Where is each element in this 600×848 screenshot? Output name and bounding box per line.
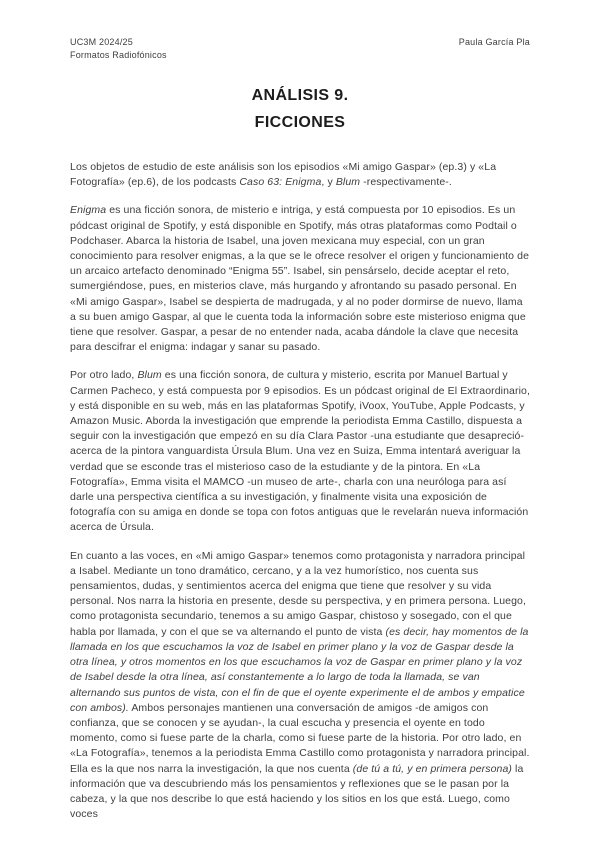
text-run: es una ficción sonora, de misterio e intriga, y está compuesta por 10 episodios. Es un pódcast original de Spotify, y está disponible en Spotify, más otras plataformas como Podtail o Podchaser. Abarca la historia de Isabel, una joven mexicana muy especial, con un gran conocimiento para resolver enigmas, a la que se le ofrece resolver el origen y funcionamiento de un arcaico artefacto denominado “Enigma 55”. Isabel, sin pensárselo, decide aceptar el reto, sumergiéndose, pues, en misterios clave, más hurgando y afrontando su pasado personal. En «Mi amigo Gaspar», Isabel se despierta de madrugada, y al no poder dormirse de nuevo, llama a su buen amigo Gaspar, al que le cuenta toda la información sobre este misterioso enigma que tiene que resolver. Gaspar, a pesar de no entender nada, acaba dándole la clave que necesita para descifrar el enigma: indagar y sanar su pasado.	[70, 204, 530, 354]
course-name: Formatos Radiofónicos	[70, 50, 167, 60]
italic-text-run: (es decir, hay momentos de la llamada en los que escuchamos la voz de Isabel en primer plano y la voz de Gaspar desde la otra línea, y otros momentos en los que escuchamos la voz de Gaspar en primer plano y la voz de Isabel desde la otra línea, así constantemente a lo largo de toda la llamada, se van alternando sus puntos de vista, con el fin de que el oyente experimente el de ambos y empatice con ambos).	[70, 625, 529, 714]
text-run: , y	[321, 176, 336, 189]
paragraph	[70, 549, 530, 823]
text-run: Los objetos de estudio de este análisis son los episodios «Mi amigo Gaspar» (ep.3) y «La Fotografía» (ep.6), de los podcasts	[70, 161, 497, 189]
text-run: En cuanto a las voces, en «Mi amigo Gaspar» tenemos como protagonista y narradora principal a Isabel. Mediante un tono dramático, cercano, y a la vez humorístico, nos cuenta sus pensamientos, dudas, y sentimientos acerca del enigma que tiene que resolver y su vida personal. Nos narra la historia en presente, desde su perspectiva, y en primera persona. Luego, como protagonista secundario, tenemos a su amigo Gaspar, chistoso y sosegado, con el que habla por llamada, y con el que se va alternando el punto de vista	[70, 549, 527, 638]
paragraph	[70, 203, 530, 355]
text-run: Ambos personajes mantienen una conversación de amigos -de amigos con confianza, que se conocen y se ayudan-, la cual escucha y presencia el oyente en todo momento, como si fuese parte de la charla, como si fuese parte de la historia. Por otro lado, en «La Fotografía», tenemos a la periodista Emma Castillo como protagonista y narradora principal. Ella es la que nos narra la investigación, la que nos cuenta	[70, 701, 530, 775]
italic-text-run: Enigma	[70, 204, 107, 217]
title-line-2: FICCIONES	[254, 114, 346, 131]
header-left	[70, 36, 167, 62]
author-name: Paula García Pla	[458, 37, 530, 47]
title-line-1: ANÁLISIS 9.	[251, 87, 349, 104]
text-run: es una ficción sonora, de cultura y misterio, escrita por Manuel Bartual y Carmen Pacheco, y está compuesta por 9 episodios. Es un pódcast original de El Extraordinario, y está disponible en su web, más en las plataformas Spotify, iVoox, YouTube, Apple Podcasts, y Amazon Music. Aborda la investigación que emprende la periodista Emma Castillo, dispuesta a seguir con la investigación que empezó en su día Clara Pastor -una estudiante que desapreció- acerca de la pintora vanguardista Úrsula Blum. Una vez en Suiza, Emma intentará averiguar la verdad que se esconde tras el misterioso caso de la estudiante y de la pintora. En «La Fotografía», Emma visita el MAMCO -un museo de arte-, charla con una neuróloga para así darle una perspectiva científica a su investigación, y finalmente visita una exposición de fotografía con su amiga en donde se topa con fotos antiguas que le revelarán nueva información acerca de Úrsula.	[70, 369, 530, 534]
paragraph	[70, 368, 530, 535]
italic-text-run: Blum	[137, 369, 162, 382]
course-code: UC3M 2024/25	[70, 37, 133, 47]
text-run: Por otro lado,	[70, 369, 138, 382]
text-run: -respectivamente-.	[360, 176, 452, 189]
italic-text-run: Blum	[335, 176, 361, 189]
italic-text-run: (de tú a tú, y en primera persona)	[352, 762, 513, 775]
document-body	[70, 160, 530, 822]
document-title	[70, 82, 530, 136]
paragraph	[70, 160, 530, 190]
italic-text-run: Caso 63: Enigma	[239, 176, 322, 189]
page-header	[70, 36, 530, 62]
text-run: la información que va descubriendo más los pensamientos y reflexiones que se le pasan por la cabeza, y la que nos describe lo que está haciendo y los sitios en los que está. Luego, como voces	[70, 762, 524, 821]
